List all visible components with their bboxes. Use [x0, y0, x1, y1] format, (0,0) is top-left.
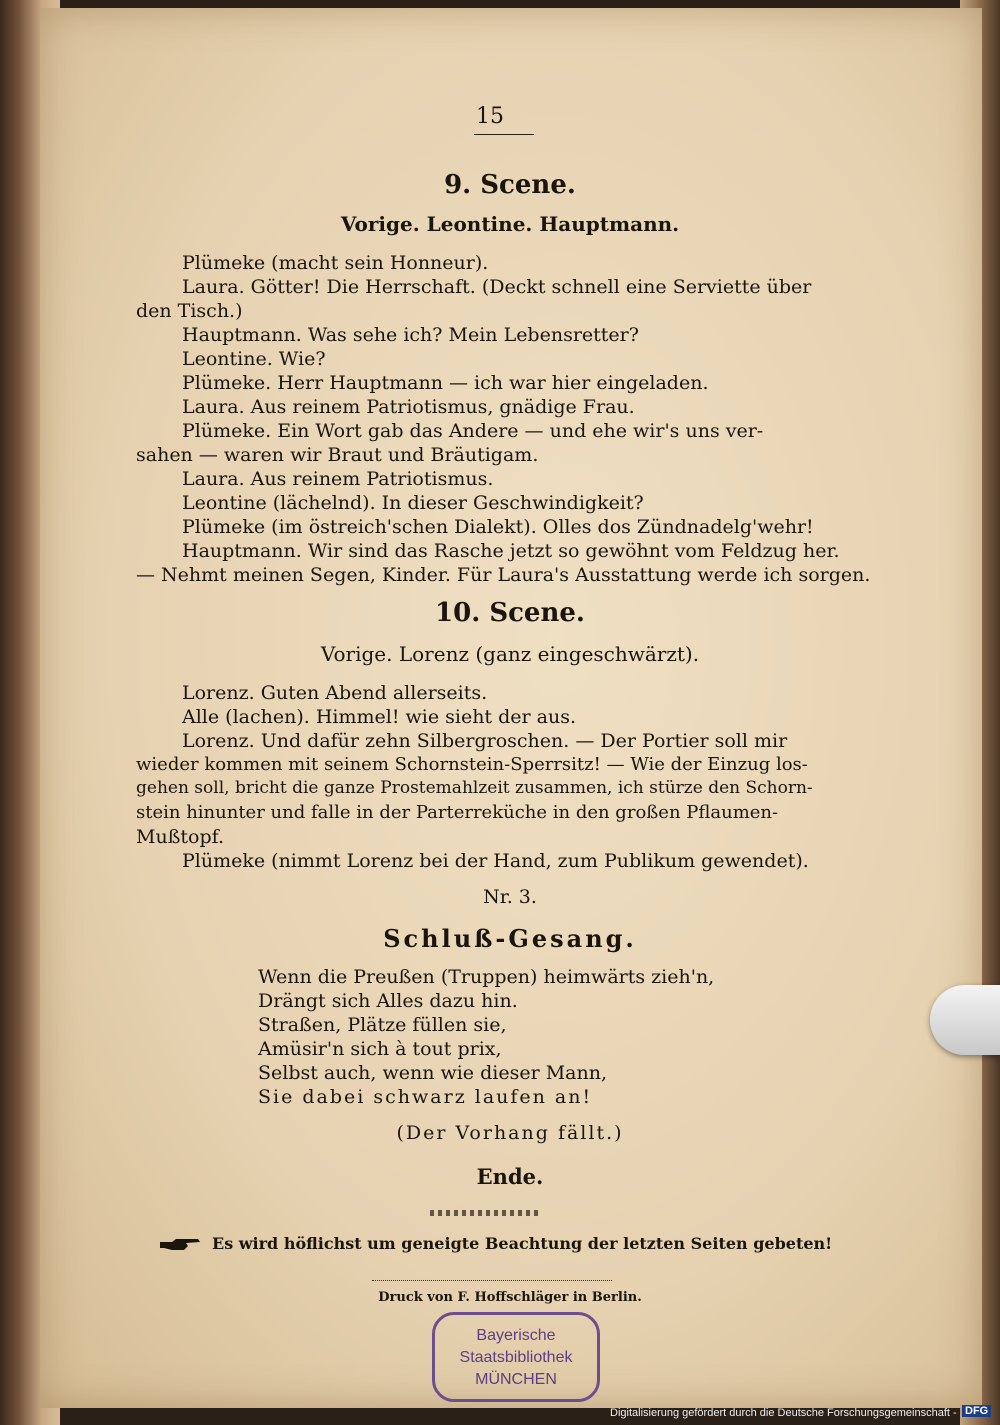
scene9-line: Hauptmann. Was sehe ich? Mein Lebensretter? — [182, 324, 639, 346]
scene10-line: Lorenz. Guten Abend allerseits. — [182, 682, 488, 704]
song-verse: Sie dabei schwarz laufen an! — [258, 1086, 593, 1108]
scene9-line: Laura. Götter! Die Herrschaft. (Deckt schnell eine Serviette über — [182, 276, 812, 298]
song-verse: Selbst auch, wenn wie dieser Mann, — [258, 1062, 607, 1084]
scene9-line: Leontine (lächelnd). In dieser Geschwindigkeit? — [182, 492, 644, 514]
scene10-line: stein hinunter und falle in der Parterreküche in den großen Pflaumen- — [136, 802, 779, 823]
scene9-line: Plümeke (im östreich'schen Dialekt). Olles dos Zündnadelg'wehr! — [182, 516, 814, 538]
stamp-line: MÜNCHEN — [475, 1371, 557, 1388]
ende-ornament-rule — [430, 1210, 540, 1216]
song-number: Nr. 3. — [483, 886, 537, 908]
stamp-line: Bayerische — [476, 1327, 556, 1344]
curtain-direction: (Der Vorhang fällt.) — [396, 1122, 624, 1144]
scene10-line: gehen soll, bricht die ganze Prostemahlzeit zusammen, ich stürze den Schorn- — [136, 778, 813, 798]
digitization-credit: Digitalisierung gefördert durch die Deutsche Forschungsgemeinschaft - — [610, 1407, 957, 1419]
scene10-line: Alle (lachen). Himmel! wie sieht der aus. — [182, 706, 576, 728]
song-title: Schluß-Gesang. — [383, 924, 637, 953]
song-verse: Drängt sich Alles dazu hin. — [258, 990, 518, 1012]
song-verse: Wenn die Preußen (Truppen) heimwärts zieh'n, — [258, 966, 715, 988]
scene10-line: Plümeke (nimmt Lorenz bei der Hand, zum Publikum gewendet). — [182, 850, 809, 872]
scene10-line: Lorenz. Und dafür zehn Silbergroschen. — Der Portier soll mir — [182, 730, 788, 752]
scene10-line: Mußtopf. — [136, 826, 225, 848]
page-number-rule — [474, 134, 534, 135]
scene10-line: wieder kommen mit seinem Schornstein-Sperrsitz! — Wie der Einzug los- — [136, 754, 808, 775]
scene9-line: Plümeke. Herr Hauptmann — ich war hier eingeladen. — [182, 372, 709, 394]
library-stamp — [432, 1312, 600, 1402]
scene9-line: sahen — waren wir Braut und Bräutigam. — [136, 444, 539, 466]
scene9-line: Laura. Aus reinem Patriotismus. — [182, 468, 494, 490]
pointing-hand-icon — [158, 1236, 202, 1254]
scene10-title: 10. Scene. — [435, 598, 585, 628]
song-verse: Straßen, Plätze füllen sie, — [258, 1014, 507, 1036]
scene9-line: Leontine. Wie? — [182, 348, 326, 370]
song-verse: Amüsir'n sich à tout prix, — [258, 1038, 502, 1060]
notice-text: Es wird höflichst um geneigte Beachtung der letzten Seiten gebeten! — [212, 1234, 833, 1253]
ende-heading: Ende. — [476, 1164, 544, 1189]
scene9-line: den Tisch.) — [136, 300, 243, 322]
scene9-line: — Nehmt meinen Segen, Kinder. Für Laura's Ausstattung werde ich sorgen. — [136, 564, 871, 586]
scene9-line: Hauptmann. Wir sind das Rasche jetzt so gewöhnt vom Feldzug her. — [182, 540, 840, 562]
printer-rule — [372, 1280, 612, 1281]
scene9-cast: Vorige. Leontine. Hauptmann. — [340, 212, 680, 236]
scene9-title: 9. Scene. — [444, 170, 576, 200]
page-number: 15 — [476, 104, 504, 129]
printer-imprint: Druck von F. Hoffschläger in Berlin. — [378, 1290, 642, 1305]
scene9-line: Plümeke (macht sein Honneur). — [182, 252, 489, 274]
stamp-line: Staatsbibliothek — [459, 1349, 573, 1366]
dfg-logo: DFG — [962, 1405, 991, 1417]
scene10-cast: Vorige. Lorenz (ganz eingeschwärzt). — [320, 642, 700, 666]
book-page — [40, 8, 982, 1408]
page-clip — [930, 985, 1000, 1055]
scene9-line: Plümeke. Ein Wort gab das Andere — und ehe wir's uns ver- — [182, 420, 764, 442]
scene9-line: Laura. Aus reinem Patriotismus, gnädige Frau. — [182, 396, 635, 418]
